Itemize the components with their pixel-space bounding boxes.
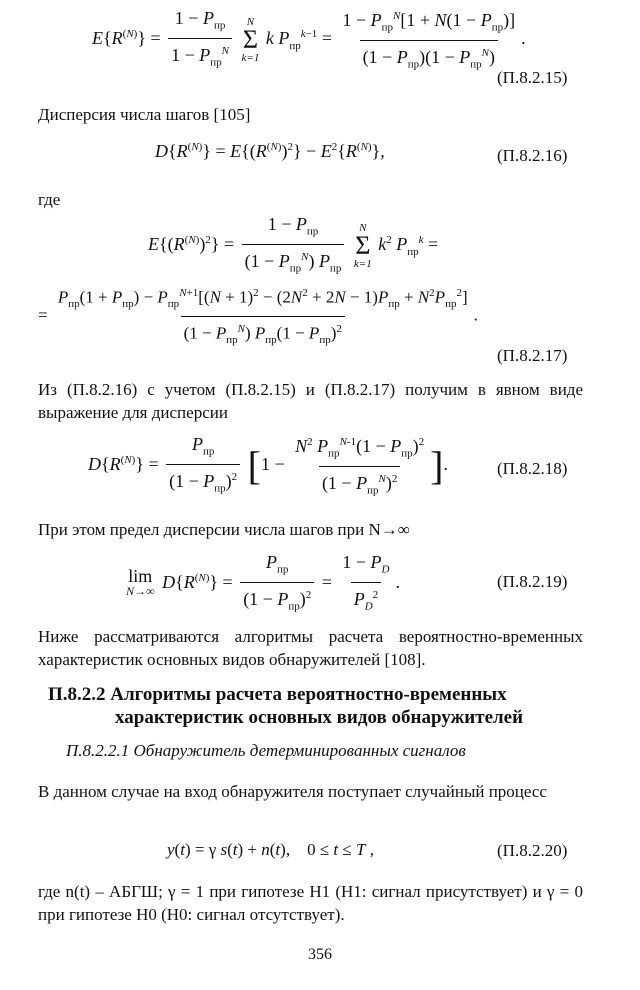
paragraph-case-intro: В данном случае на вход обнаружителя поступает случайный процесс — [38, 782, 547, 801]
equation-17-line-1: $E\{(R^{(N)})^2\}$ = $\frac{1 - P_{пр}}{(1 - P_{пр}^N) P_{пр}}$ N Σ k=1 $k^2$ $P_{пр}^k$ = — [148, 214, 438, 278]
page-number: 356 — [308, 946, 332, 963]
equation-number-18: (П.8.2.18) — [497, 459, 568, 478]
equation-18: $D\{R^{(N)}\}$ = $\frac{P_{пр}}{(1 - P_{пр})^2}$ [1 − $\frac{N^2 P_{пр}^{N-1}(1 - P_{пр})^2}{(1 - P_{пр}^N)^2}$ ]. — [88, 432, 448, 500]
paragraph-dispersion-intro: Дисперсия числа шагов [105] — [38, 105, 251, 124]
equation-19: lim N→∞ $D\{R^{(N)}\}$ = $\frac{P_{пр}}{(1 - P_{пр})^2}$ = $\frac{1 - P_D}{P_D^2}$ . — [126, 552, 400, 616]
paragraph-where-1: где — [38, 190, 61, 209]
paragraph-below: Ниже рассматриваются алгоритмы расчета вероятностно-временных характеристик основных видов обнаружителей [108]. — [38, 627, 583, 669]
subsection-heading: П.8.2.2.1 Обнаружитель детерминированных сигналов — [66, 741, 466, 760]
equation-17-line-2: = $\frac{P_{пр}(1 + P_{пр}) - P_{пр}^{N+1}[(N + 1)^2 - (2N^2 + 2N - 1)P_{пр} + N^2P_{пр}^2]}{(1 - P_{пр}^N) P_{пр}(1 - P_{пр})^2}$ . — [38, 283, 478, 350]
section-heading-line-1: П.8.2.2 Алгоритмы расчета вероятностно-временных — [48, 684, 507, 705]
section-heading-line-2: характеристик основных видов обнаружителей — [115, 707, 524, 728]
equation-16: $D\{R^{(N)}\} = E\{(R^{(N)})^2\} - E^2\{R^{(N)}\}$, — [155, 141, 385, 161]
equation-number-20: (П.8.2.20) — [497, 841, 568, 860]
paragraph-limit-intro: При этом предел дисперсии числа шагов при N→∞ — [38, 520, 410, 539]
equation-20: y(t) = γ s(t) + n(t), 0 ≤ t ≤ T , — [167, 840, 374, 859]
equation-number-19: (П.8.2.19) — [497, 572, 568, 591]
paragraph-from-equations: Из (П.8.2.16) с учетом (П.8.2.15) и (П.8.2.17) получим в явном виде выражение для дисперсии — [38, 380, 583, 422]
equation-15: $E\{R^{(N)}\}$ = $\frac{1 - P_{пр}}{1 - P_{пр}^N}$ N Σ k=1 k $P_{пр}^{k-1}$ = $\frac{1 - P_{пр}^N[1 + N(1 - P_{пр})]}{(1 - P_{пр})(1 - P_{пр}^N)}$ . — [92, 6, 526, 74]
equation-number-17: (П.8.2.17) — [497, 346, 568, 365]
equation-number-16: (П.8.2.16) — [497, 146, 568, 165]
equation-number-15: (П.8.2.15) — [497, 68, 568, 87]
paragraph-final: где n(t) – АБГШ; γ = 1 при гипотезе H1 (H1: сигнал присутствует) и γ = 0 при гипотезе H0 (H0: сигнал отсутствует). — [38, 882, 583, 924]
